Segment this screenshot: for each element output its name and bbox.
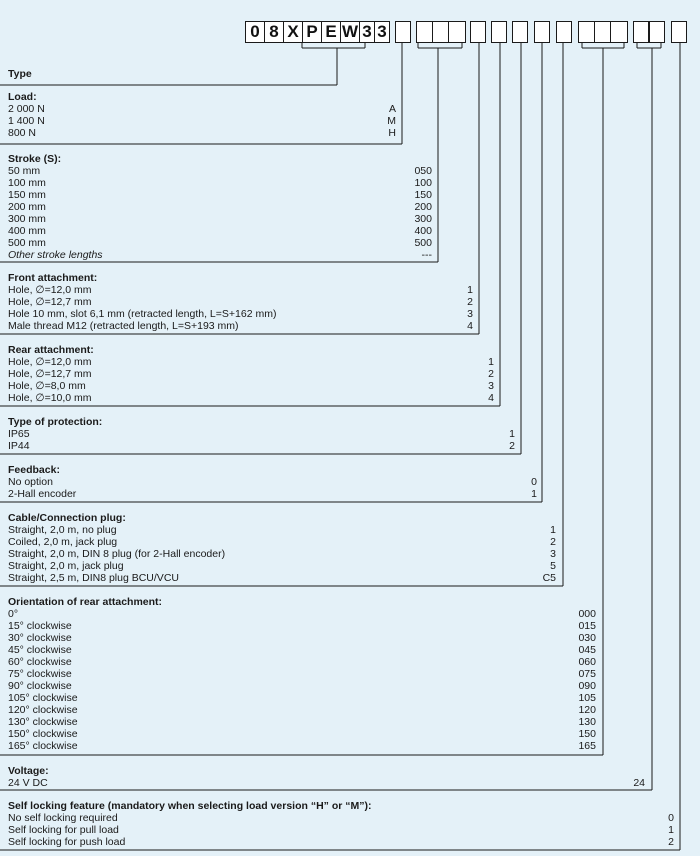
option-code: 120	[578, 704, 596, 716]
code-cell-empty	[649, 21, 665, 43]
option-label: Hole, ∅=10,0 mm	[8, 392, 92, 404]
option-label: Hole, ∅=12,7 mm	[8, 368, 92, 380]
option-code: 130	[578, 716, 596, 728]
option-label: Straight, 2,0 m, jack plug	[8, 560, 124, 572]
option-code: 3	[550, 548, 556, 560]
option-code: 300	[414, 213, 432, 225]
section-title: Type	[8, 68, 32, 80]
code-cell-empty	[534, 21, 550, 43]
option-label: Self locking for pull load	[8, 824, 119, 836]
option-code: 060	[578, 656, 596, 668]
option-label: Male thread M12 (retracted length, L=S+193 mm)	[8, 320, 239, 332]
option-label: 15° clockwise	[8, 620, 72, 632]
option-label: Hole, ∅=8,0 mm	[8, 380, 86, 392]
option-code: H	[388, 127, 396, 139]
option-code: 200	[414, 201, 432, 213]
option-code: C5	[542, 572, 556, 584]
option-label: 0°	[8, 608, 19, 620]
option-label: 400 mm	[8, 225, 46, 237]
option-label: Coiled, 2,0 m, jack plug	[8, 536, 118, 548]
section-title: Self locking feature (mandatory when selecting load version “H” or “M”):	[8, 800, 372, 812]
option-label: 300 mm	[8, 213, 46, 225]
code-cell-empty	[633, 21, 649, 43]
option-code: 045	[578, 644, 596, 656]
option-code: 400	[414, 225, 432, 237]
option-label: Hole, ∅=12,7 mm	[8, 296, 92, 308]
option-label: Straight, 2,0 m, no plug	[8, 524, 117, 536]
option-code: 0	[531, 476, 537, 488]
option-label: 60° clockwise	[8, 656, 72, 668]
option-code: 2	[668, 836, 674, 848]
option-label: 50 mm	[8, 165, 41, 177]
code-cell-filled: 3	[359, 21, 375, 43]
code-cell-filled: 3	[374, 21, 390, 43]
code-cell-filled: X	[283, 21, 303, 43]
option-label: Straight, 2,5 m, DIN8 plug BCU/VCU	[8, 572, 179, 584]
option-code: 2	[488, 368, 494, 380]
section-title: Voltage:	[8, 765, 49, 777]
option-label: 24 V DC	[8, 777, 48, 789]
option-label: Hole, ∅=12,0 mm	[8, 284, 92, 296]
option-code: 1	[488, 356, 494, 368]
option-code: 2	[509, 440, 515, 452]
option-label: 1 400 N	[8, 115, 45, 127]
code-cell-empty	[556, 21, 572, 43]
code-cell-filled: E	[321, 21, 341, 43]
option-code: 1	[668, 824, 674, 836]
option-label: Hole, ∅=12,0 mm	[8, 356, 92, 368]
option-label: 105° clockwise	[8, 692, 78, 704]
option-code: 4	[467, 320, 473, 332]
code-cell-filled: 0	[245, 21, 265, 43]
option-code: 24	[633, 777, 645, 789]
code-cell-empty	[470, 21, 486, 43]
option-code: 000	[578, 608, 596, 620]
option-code: 1	[509, 428, 515, 440]
ordering-code-cells	[0, 21, 700, 43]
option-label: No self locking required	[8, 812, 118, 824]
option-label: 120° clockwise	[8, 704, 78, 716]
option-code: 100	[414, 177, 432, 189]
section-title: Stroke (S):	[8, 153, 62, 165]
option-label: No option	[8, 476, 53, 488]
option-code: 3	[488, 380, 494, 392]
code-cell-empty	[491, 21, 507, 43]
option-code: 1	[531, 488, 537, 500]
code-cell-filled: P	[302, 21, 322, 43]
section-title: Rear attachment:	[8, 344, 94, 356]
option-code: 030	[578, 632, 596, 644]
option-label: 2-Hall encoder	[8, 488, 77, 500]
option-label: 2 000 N	[8, 103, 45, 115]
option-code: 1	[550, 524, 556, 536]
option-code: 4	[488, 392, 494, 404]
option-code: 050	[414, 165, 432, 177]
section-title: Orientation of rear attachment:	[8, 596, 163, 608]
option-code: A	[388, 103, 396, 115]
option-label: Straight, 2,0 m, DIN 8 plug (for 2-Hall encoder)	[8, 548, 226, 560]
section-title: Feedback:	[8, 464, 60, 476]
option-code: 150	[578, 728, 596, 740]
code-cell-filled: W	[341, 22, 359, 41]
option-code: 075	[578, 668, 596, 680]
option-label: IP65	[8, 428, 30, 440]
option-label: 100 mm	[8, 177, 46, 189]
code-cell-empty	[448, 21, 466, 43]
section-title: Load:	[8, 91, 37, 103]
option-label: Self locking for push load	[8, 836, 126, 848]
option-label: 130° clockwise	[8, 716, 78, 728]
option-label: 150 mm	[8, 189, 46, 201]
option-label: 200 mm	[8, 201, 46, 213]
option-code: 500	[414, 237, 432, 249]
option-label: 150° clockwise	[8, 728, 78, 740]
option-code: 1	[467, 284, 473, 296]
option-code: 015	[578, 620, 596, 632]
option-code: 5	[550, 560, 556, 572]
code-cell-empty	[512, 21, 528, 43]
option-label: 75° clockwise	[8, 668, 72, 680]
option-code: 2	[550, 536, 556, 548]
option-code: 090	[578, 680, 596, 692]
option-label: 165° clockwise	[8, 740, 78, 752]
option-label: 30° clockwise	[8, 632, 72, 644]
option-label: 800 N	[8, 127, 37, 139]
option-code: ---	[421, 249, 432, 261]
option-label: 45° clockwise	[8, 644, 72, 656]
option-label: IP44	[8, 440, 30, 452]
option-code: 165	[578, 740, 596, 752]
option-code: M	[387, 115, 396, 127]
option-label: Other stroke lengths	[8, 249, 103, 261]
option-code: 105	[578, 692, 596, 704]
option-code: 0	[668, 812, 674, 824]
section-title: Front attachment:	[8, 272, 98, 284]
section-title: Type of protection:	[8, 416, 103, 428]
code-cell-empty	[671, 21, 687, 43]
code-cell-empty	[610, 21, 628, 43]
option-label: Hole 10 mm, slot 6,1 mm (retracted length, L=S+162 mm)	[8, 308, 277, 320]
code-cell-empty	[395, 21, 411, 43]
code-cell-filled: 8	[264, 21, 284, 43]
option-code: 150	[414, 189, 432, 201]
option-code: 3	[467, 308, 473, 320]
option-label: 500 mm	[8, 237, 46, 249]
option-label: 90° clockwise	[8, 680, 72, 692]
section-title: Cable/Connection plug:	[8, 512, 126, 524]
option-code: 2	[467, 296, 473, 308]
